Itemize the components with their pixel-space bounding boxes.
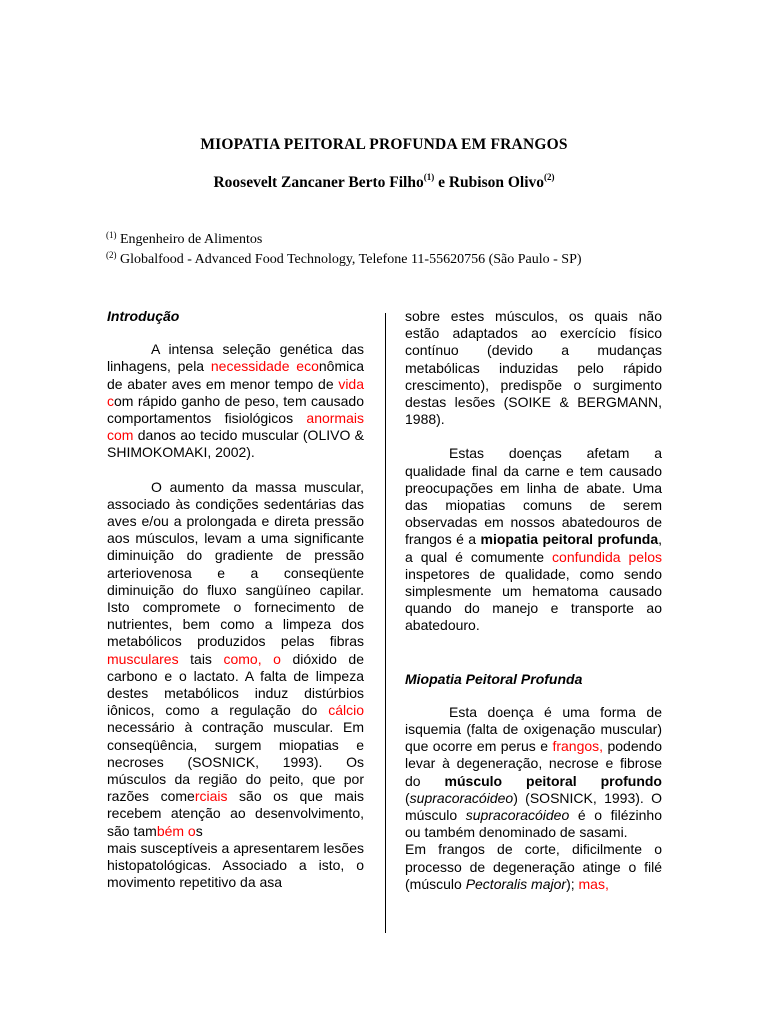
highlight-span: como, o <box>223 650 281 667</box>
highlight-span: necessidade eco <box>210 358 319 375</box>
right-paragraph-3 <box>405 704 662 842</box>
text-span: podendo levar à degeneração, necrose e fibrose do <box>405 738 662 789</box>
italic-span: supracoracóideo <box>409 789 514 806</box>
text-span: inspetores de qualidade, como sendo simplesmente um hematoma causado quando do manejo e transporte ao abatedouro. <box>405 565 662 634</box>
highlight-span: anormais com <box>107 410 364 444</box>
affiliation-1 <box>106 232 262 248</box>
text-span: Estas doenças afetam a qualidade final da carne e tem causado preocupações em linha de abate. Uma das miopatias comuns de serem observadas em nossos abatedouros de frangos é a <box>405 445 662 548</box>
section-heading-introducao: Introdução <box>107 308 180 324</box>
page-title: MIOPATIA PEITORAL PROFUNDA EM FRANGOS <box>200 136 568 153</box>
highlight-span: confundida pelos <box>552 548 662 565</box>
text-span: dióxido de carbono e o lactato. A falta de limpeza destes metabólicos induz distúrbios iônicos, como a regulação do <box>107 650 364 719</box>
affiliation-1-text: Engenheiro de Alimentos <box>116 232 263 247</box>
text-span: s <box>195 822 203 839</box>
author-1-ref: (1) <box>423 172 435 182</box>
highlight-span: frangos, <box>552 738 604 755</box>
text-span: om rápido ganho de peso, tem causado comportamentos fisiológicos <box>107 392 364 427</box>
highlight-span: musculares <box>107 650 179 667</box>
text-span: é o filézinho ou também denominado de sasami. <box>405 807 662 841</box>
text-span: tais <box>178 650 224 667</box>
intro-paragraph-1 <box>107 341 364 461</box>
left-column <box>107 308 364 909</box>
author-1-name: Roosevelt Zancaner Berto Filho <box>213 174 424 191</box>
text-span: necessário à contração muscular. Em conseqüência, surgem miopatias e necroses (SOSNICK, 1993). Os músculos da região do peito, que por razões come <box>107 719 364 805</box>
affiliation-2 <box>106 252 582 268</box>
text-span: ); <box>566 875 579 892</box>
text-span: ( <box>405 789 410 806</box>
highlight-span: cálcio <box>328 702 364 719</box>
text-span: O aumento da massa muscular, associado às condições sedentárias das aves e/ou a prolongada e direta pressão aos músculos, levam a uma significante diminuição do gradiente de pressão arteriovenosa e a conseqüente diminuição do fluxo sangüíneo capilar. Isto compromete o fornecimento de nutrientes, bem como a limpeza dos metabólicos produzidos pelas fibras <box>107 478 364 650</box>
text-span: ) (SOSNICK, 1993). O músculo <box>405 789 662 824</box>
right-column <box>405 308 662 910</box>
highlight-span: vida c <box>107 375 364 409</box>
text-span: nômica de abater aves em menor tempo de <box>107 358 365 392</box>
italic-span: Pectoralis major <box>465 875 567 892</box>
intro-paragraph-2 <box>107 479 364 840</box>
bold-span: músculo peitoral profundo <box>444 772 662 789</box>
highlight-span: bém o <box>156 822 196 839</box>
text-span: Em frangos de corte, dificilmente o processo de degeneração atinge o filé (músculo <box>405 841 662 892</box>
text-span: são os que mais recebem atenção ao desenvolvimento, são tam <box>107 788 364 839</box>
highlight-span: mas, <box>578 875 609 892</box>
italic-span: supracoracóideo <box>465 807 570 824</box>
column-divider <box>385 313 386 933</box>
right-paragraph-2 <box>405 445 662 634</box>
affiliation-1-marker: (1) <box>106 230 117 240</box>
author-2-ref: (2) <box>544 172 555 182</box>
text-span: A intensa seleção genética das linhagens, pela <box>107 341 364 375</box>
highlight-span: rciais <box>194 788 228 805</box>
right-paragraph-1: sobre estes músculos, os quais não estão adaptados ao exercício físico contínuo (devido a mudanças metabólicas induzidas pelo rápido crescimento), predispõe o surgimento destas lesões (SOIKE & BERGMANN, 1988). <box>405 308 662 428</box>
author-2-name: Rubison Olivo <box>448 174 545 191</box>
text-span: danos ao tecido muscular (OLIVO & SHIMOKOMAKI, 2002). <box>107 427 364 461</box>
authors-line <box>0 174 768 192</box>
bold-span: miopatia peitoral profunda <box>480 531 659 548</box>
text-span: Esta doença é uma forma de isquemia (falta de oxigenação muscular) que ocorre em perus e <box>405 703 662 755</box>
text-span: , a qual é comumente <box>405 531 662 565</box>
intro-paragraph-3: mais susceptíveis a apresentarem lesões histopatológicas. Associado a isto, o movimento repetitivo da asa <box>107 839 364 891</box>
affiliation-2-marker: (2) <box>106 250 117 260</box>
right-paragraph-4 <box>405 841 662 893</box>
affiliation-2-text: Globalfood - Advanced Food Technology, Telefone 11-55620756 (São Paulo - SP) <box>116 252 582 267</box>
section-heading-miopatia: Miopatia Peitoral Profunda <box>405 670 583 687</box>
author-connector: e <box>434 174 449 191</box>
